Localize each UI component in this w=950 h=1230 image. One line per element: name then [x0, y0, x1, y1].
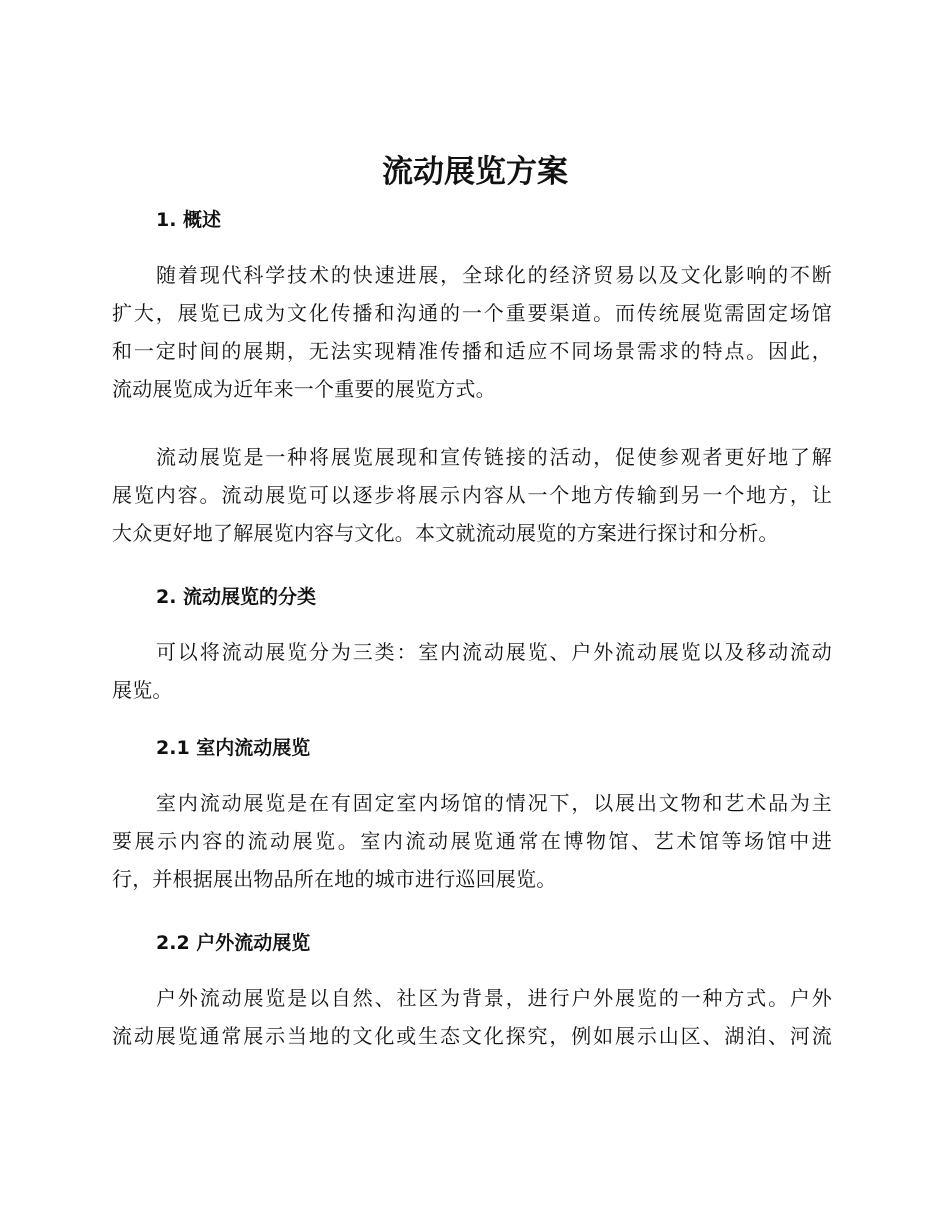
section-heading-indoor: 2.1 室内流动展览	[156, 737, 311, 759]
paragraph-line: 行，并根据展出物品所在地的城市进行巡回展览。	[112, 867, 557, 891]
paragraph-line: 随着现代科学技术的快速进展，全球化的经济贸易以及文化影响的不断	[156, 263, 832, 287]
section-heading-classification: 2. 流动展览的分类	[156, 586, 317, 608]
paragraph-outdoor	[112, 979, 832, 1055]
section-heading-outdoor: 2.2 户外流动展览	[156, 932, 311, 954]
section-heading-overview: 1. 概述	[156, 209, 222, 231]
paragraph-line: 要展示内容的流动展览。室内流动展览通常在博物馆、艺术馆等场馆中进	[112, 829, 832, 853]
paragraph-line: 展览。	[112, 678, 173, 702]
paragraph-line: 室内流动展览是在有固定室内场馆的情况下，以展出文物和艺术品为主	[156, 791, 832, 815]
paragraph-overview-1	[112, 256, 832, 408]
paragraph-line: 和一定时间的展期，无法实现精准传播和适应不同场景需求的特点。因此，	[112, 339, 832, 363]
paragraph-line: 大众更好地了解展览内容与文化。本文就流动展览的方案进行探讨和分析。	[112, 521, 779, 545]
paragraph-line: 户外流动展览是以自然、社区为背景，进行户外展览的一种方式。户外	[156, 986, 832, 1010]
paragraph-line: 流动展览通常展示当地的文化或生态文化探究，例如展示山区、湖泊、河流	[112, 1024, 832, 1048]
document-title: 流动展览方案	[382, 154, 568, 190]
paragraph-line: 流动展览成为近年来一个重要的展览方式。	[112, 377, 496, 401]
paragraph-indoor	[112, 784, 832, 898]
paragraph-classification	[112, 633, 832, 709]
paragraph-line: 可以将流动展览分为三类：室内流动展览、户外流动展览以及移动流动	[156, 640, 832, 664]
paragraph-line: 扩大，展览已成为文化传播和沟通的一个重要渠道。而传统展览需固定场馆	[112, 301, 832, 325]
paragraph-overview-2	[112, 438, 832, 552]
paragraph-line: 流动展览是一种将展览展现和宣传链接的活动，促使参观者更好地了解	[156, 445, 832, 469]
paragraph-line: 展览内容。流动展览可以逐步将展示内容从一个地方传输到另一个地方，让	[112, 483, 832, 507]
